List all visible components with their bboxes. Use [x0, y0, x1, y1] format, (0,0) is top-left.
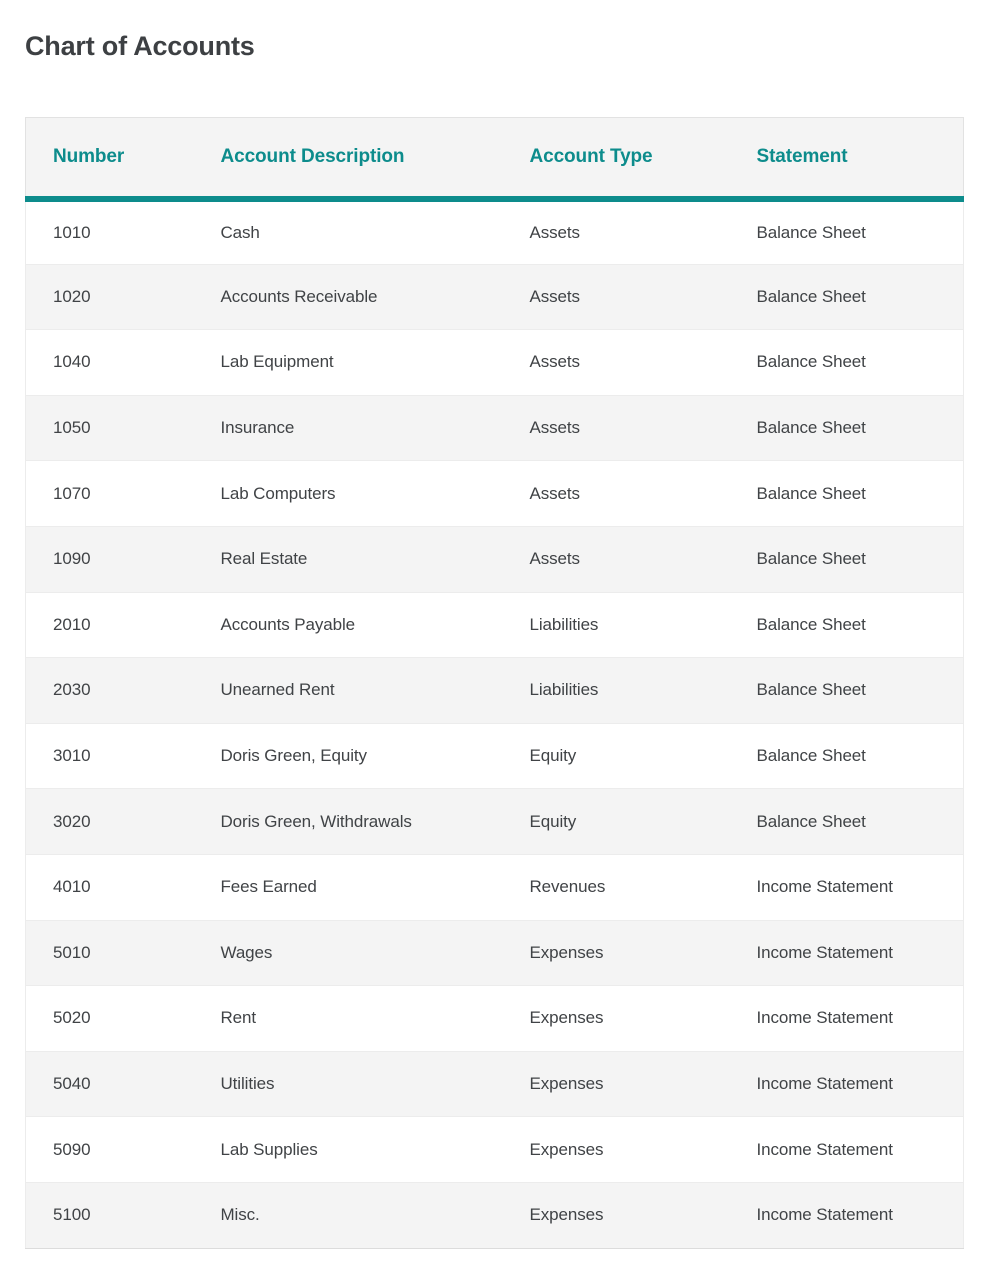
cell-type: Liabilities [503, 658, 730, 724]
table-row[interactable] [26, 461, 964, 527]
cell-type: Equity [503, 723, 730, 789]
cell-type: Assets [503, 461, 730, 527]
table-row[interactable] [26, 395, 964, 461]
cell-number: 5090 [26, 1117, 194, 1183]
cell-statement: Balance Sheet [730, 330, 964, 396]
cell-type: Liabilities [503, 592, 730, 658]
cell-number: 1010 [26, 199, 194, 265]
cell-description: Doris Green, Withdrawals [194, 789, 503, 855]
table-row[interactable] [26, 199, 964, 265]
cell-statement: Balance Sheet [730, 199, 964, 265]
column-header-description[interactable]: Account Description [194, 118, 503, 199]
cell-number: 3010 [26, 723, 194, 789]
cell-description: Misc. [194, 1182, 503, 1248]
cell-number: 1040 [26, 330, 194, 396]
cell-description: Doris Green, Equity [194, 723, 503, 789]
cell-statement: Balance Sheet [730, 264, 964, 330]
page-title: Chart of Accounts [25, 31, 255, 61]
cell-description: Utilities [194, 1051, 503, 1117]
cell-description: Lab Equipment [194, 330, 503, 396]
cell-number: 4010 [26, 854, 194, 920]
table-row[interactable] [26, 658, 964, 724]
table-row[interactable] [26, 526, 964, 592]
cell-number: 1070 [26, 461, 194, 527]
cell-type: Assets [503, 395, 730, 461]
cell-type: Assets [503, 199, 730, 265]
cell-description: Lab Supplies [194, 1117, 503, 1183]
chart-of-accounts-table [25, 117, 964, 1249]
cell-statement: Balance Sheet [730, 461, 964, 527]
table-row[interactable] [26, 1117, 964, 1183]
cell-description: Accounts Receivable [194, 264, 503, 330]
table-body [26, 199, 964, 1249]
cell-description: Accounts Payable [194, 592, 503, 658]
cell-statement: Balance Sheet [730, 789, 964, 855]
cell-number: 2030 [26, 658, 194, 724]
cell-type: Expenses [503, 1117, 730, 1183]
column-header-statement[interactable]: Statement [730, 118, 964, 199]
cell-number: 3020 [26, 789, 194, 855]
cell-description: Insurance [194, 395, 503, 461]
cell-number: 5010 [26, 920, 194, 986]
cell-statement: Income Statement [730, 854, 964, 920]
cell-number: 1050 [26, 395, 194, 461]
cell-type: Assets [503, 526, 730, 592]
cell-statement: Balance Sheet [730, 592, 964, 658]
cell-description: Lab Computers [194, 461, 503, 527]
cell-description: Real Estate [194, 526, 503, 592]
cell-statement: Income Statement [730, 986, 964, 1052]
cell-statement: Income Statement [730, 920, 964, 986]
table-row[interactable] [26, 789, 964, 855]
cell-number: 1090 [26, 526, 194, 592]
table-row[interactable] [26, 854, 964, 920]
table-header-row [26, 118, 964, 199]
cell-statement: Balance Sheet [730, 658, 964, 724]
table-row[interactable] [26, 264, 964, 330]
cell-description: Wages [194, 920, 503, 986]
table-row[interactable] [26, 986, 964, 1052]
table-row[interactable] [26, 723, 964, 789]
cell-statement: Balance Sheet [730, 723, 964, 789]
cell-number: 1020 [26, 264, 194, 330]
cell-type: Revenues [503, 854, 730, 920]
cell-statement: Balance Sheet [730, 395, 964, 461]
cell-statement: Balance Sheet [730, 526, 964, 592]
cell-statement: Income Statement [730, 1117, 964, 1183]
table-header [26, 118, 964, 199]
cell-number: 2010 [26, 592, 194, 658]
cell-statement: Income Statement [730, 1051, 964, 1117]
cell-description: Cash [194, 199, 503, 265]
cell-number: 5020 [26, 986, 194, 1052]
cell-type: Assets [503, 264, 730, 330]
cell-type: Expenses [503, 1051, 730, 1117]
cell-type: Expenses [503, 1182, 730, 1248]
cell-number: 5100 [26, 1182, 194, 1248]
table-row[interactable] [26, 1051, 964, 1117]
column-header-number[interactable]: Number [26, 118, 194, 199]
table-row[interactable] [26, 592, 964, 658]
table-row[interactable] [26, 1182, 964, 1248]
cell-description: Rent [194, 986, 503, 1052]
cell-description: Fees Earned [194, 854, 503, 920]
column-header-type[interactable]: Account Type [503, 118, 730, 199]
cell-description: Unearned Rent [194, 658, 503, 724]
chart-of-accounts-table-container [25, 117, 963, 1249]
cell-type: Expenses [503, 986, 730, 1052]
cell-number: 5040 [26, 1051, 194, 1117]
table-row[interactable] [26, 920, 964, 986]
cell-statement: Income Statement [730, 1182, 964, 1248]
cell-type: Assets [503, 330, 730, 396]
table-row[interactable] [26, 330, 964, 396]
cell-type: Expenses [503, 920, 730, 986]
cell-type: Equity [503, 789, 730, 855]
